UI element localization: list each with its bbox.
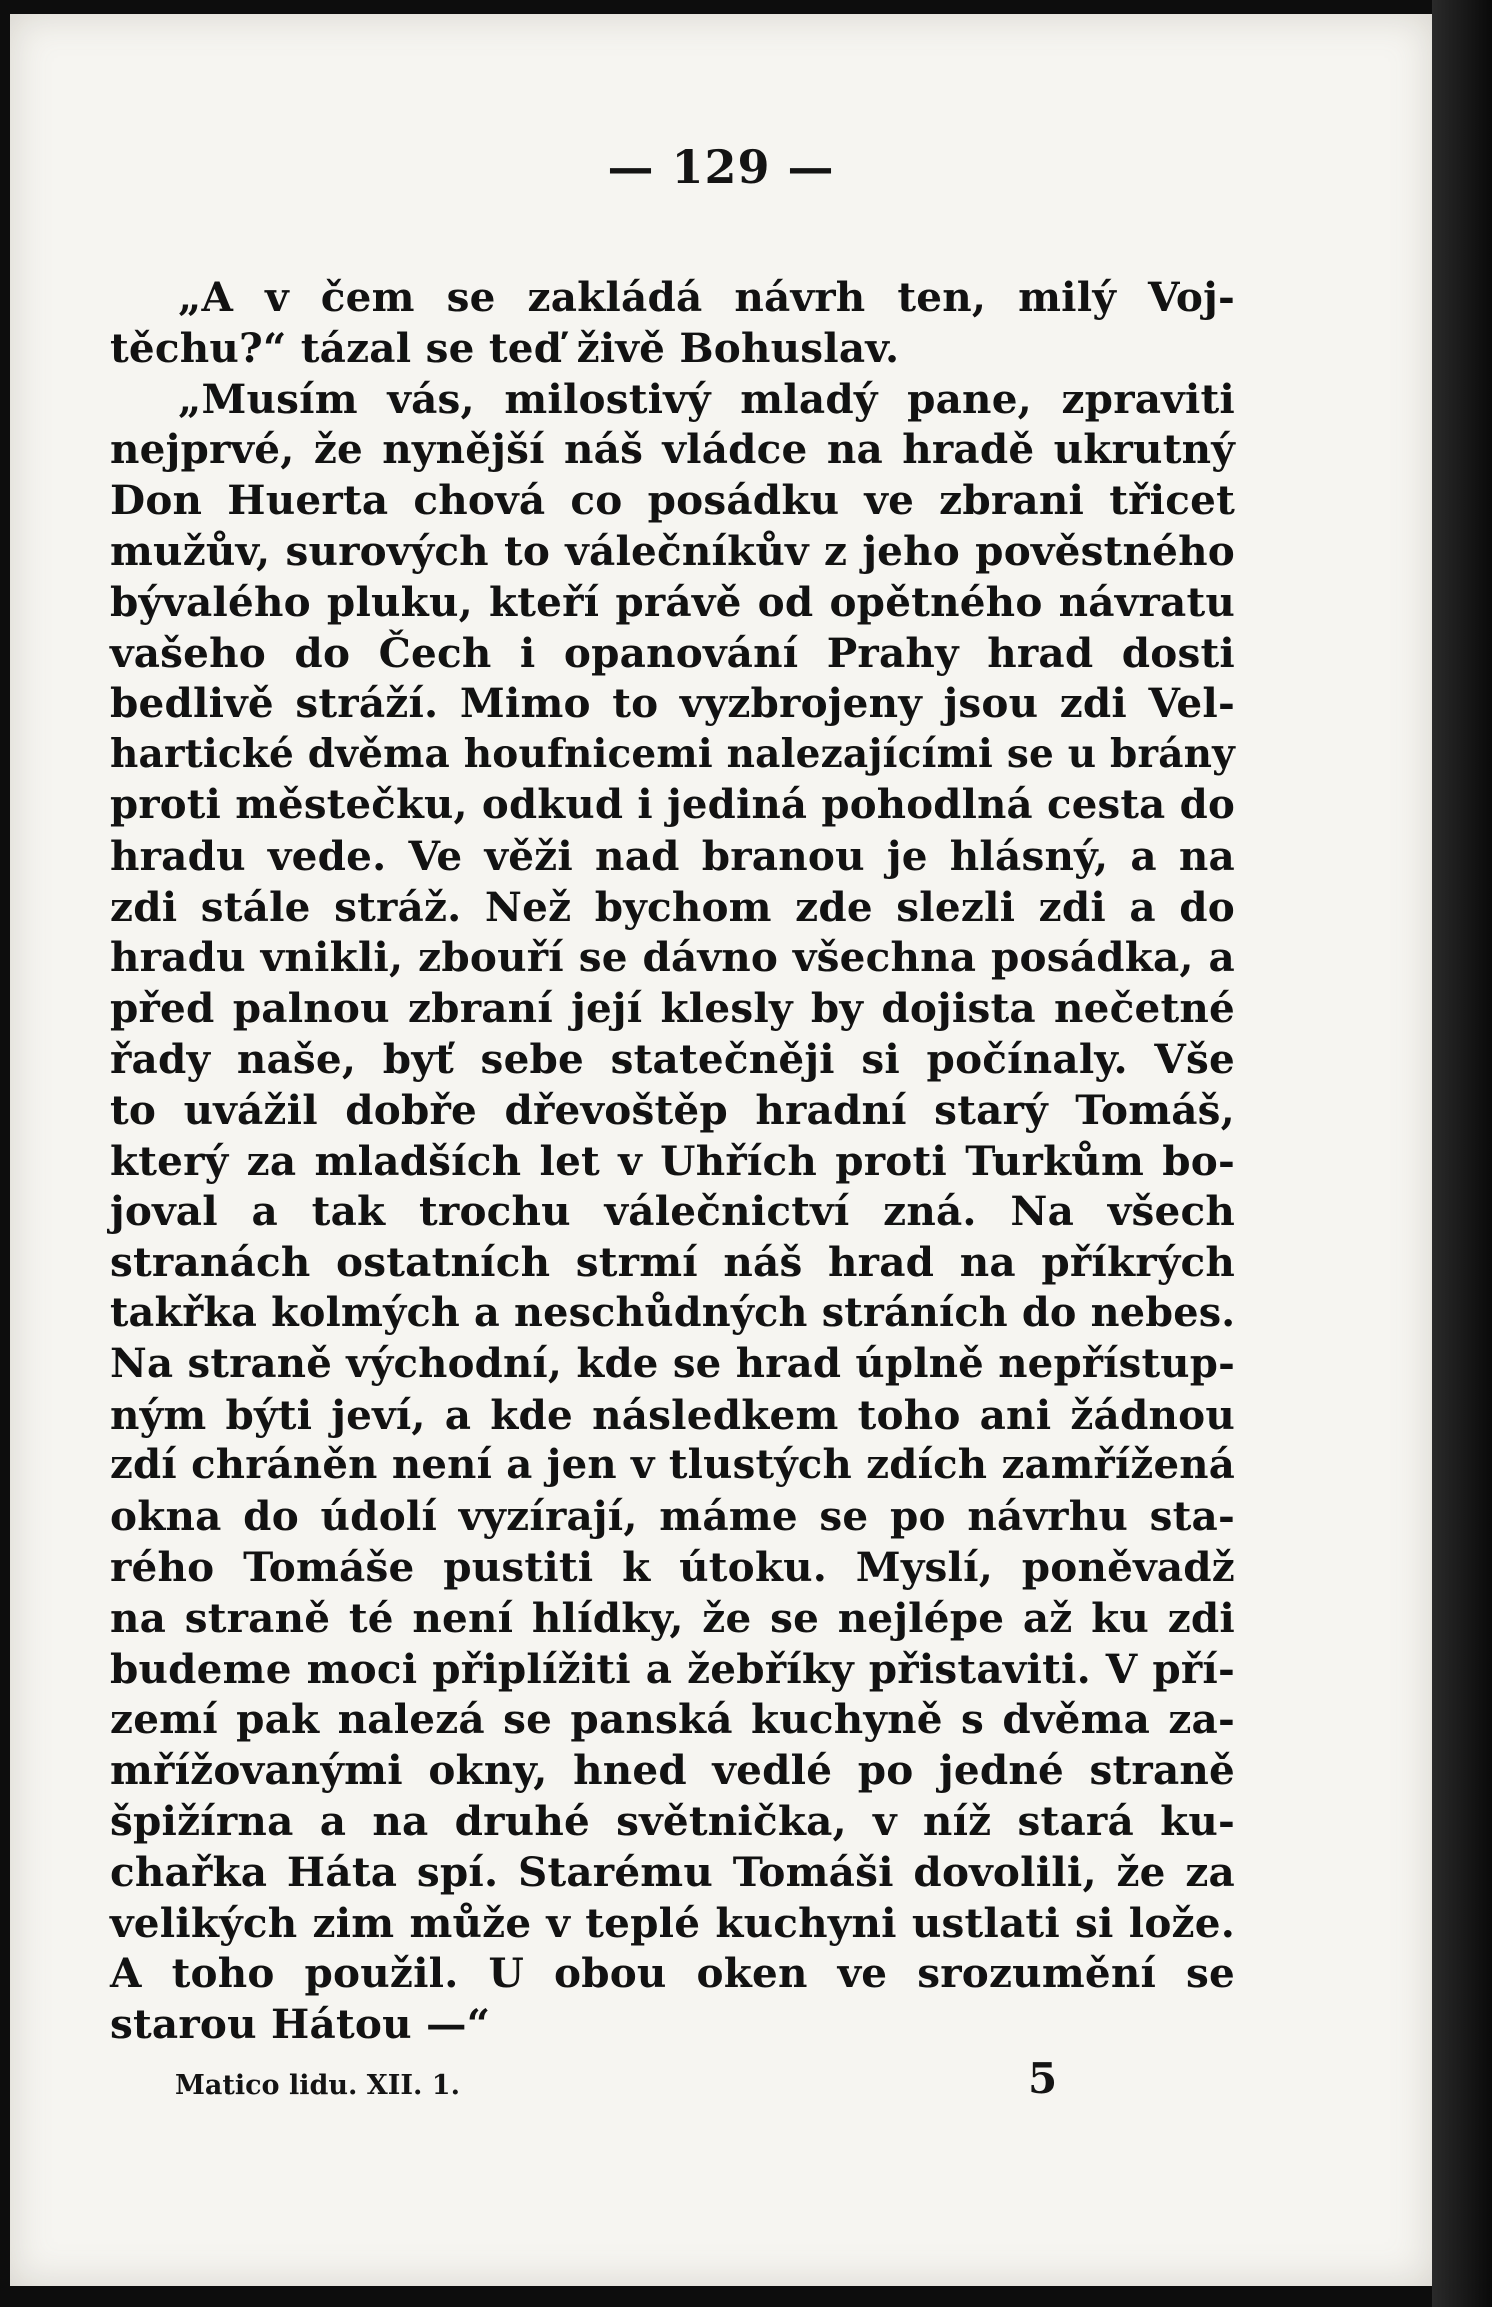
- text-line: zdí chráněn není a jen v tlustých zdích zamřížená: [110, 1441, 1235, 1489]
- page-number: — 129 —: [607, 140, 835, 194]
- text-line: Na straně východní, kde se hrad úplně nepřístup-: [110, 1339, 1235, 1387]
- text-line: takřka kolmých a neschůdných stráních do nebes.: [110, 1289, 1236, 1336]
- text-line: rého Tomáše pustiti k útoku. Myslí, poněvadž: [110, 1542, 1235, 1591]
- footer-sheet-number: 5: [1028, 2054, 1058, 2103]
- text-line: mužův, surových to válečníkův z jeho pověstného: [110, 526, 1235, 575]
- footer-signature: Matico lidu. XII. 1.: [175, 2070, 460, 2101]
- book-page: [10, 14, 1432, 2286]
- text-line: to uvážil dobře dřevoštěp hradní starý Tomáš,: [110, 1085, 1235, 1134]
- scan-dark-edge: [1432, 0, 1492, 2307]
- text-line: starou Hátou —“: [110, 2000, 491, 2049]
- text-line: na straně té není hlídky, že se nejlépe až ku zdi: [110, 1593, 1235, 1642]
- text-line: mřížovanými okny, hned vedlé po jedné straně: [110, 1746, 1235, 1795]
- text-line: hradu vede. Ve věži nad branou je hlásný, a na: [110, 831, 1235, 880]
- text-line: ným býti jeví, a kde následkem toho ani žádnou: [110, 1390, 1235, 1439]
- text-line: stranách ostatních strmí náš hrad na příkrých: [110, 1238, 1235, 1287]
- text-line: který za mladších let v Uhřích proti Turkům bo-: [110, 1136, 1235, 1185]
- text-line: zdi stále stráž. Než bychom zde slezli zdi a do: [110, 882, 1235, 931]
- text-line: bedlivě stráží. Mimo to vyzbrojeny jsou zdi Vel-: [110, 679, 1235, 728]
- text-line: před palnou zbraní její klesly by dojista nečetné: [110, 984, 1235, 1033]
- text-line: špižírna a na druhé světnička, v níž stará ku-: [110, 1796, 1235, 1845]
- text-line: proti městečku, odkud i jediná pohodlná cesta do: [110, 780, 1235, 828]
- text-line: „A v čem se zakládá návrh ten, milý Voj-: [178, 273, 1235, 321]
- text-line: těchu?“ tázal se teď živě Bohuslav.: [110, 323, 900, 372]
- text-line: nejprvé, že nynější náš vládce na hradě ukrutný: [110, 425, 1235, 474]
- body-text: [110, 272, 1235, 2050]
- text-line: okna do údolí vyzírají, máme se po návrhu sta-: [110, 1492, 1235, 1541]
- text-line: velikých zim může v teplé kuchyni ustlati si lože.: [110, 1898, 1235, 1947]
- text-line: zemí pak nalezá se panská kuchyně s dvěma za-: [110, 1695, 1235, 1744]
- text-line: bývalého pluku, kteří právě od opětného návratu: [110, 577, 1235, 626]
- text-line: joval a tak trochu válečnictví zná. Na všech: [110, 1187, 1235, 1236]
- text-line: hartické dvěma houfnicemi nalezajícími se u brány: [110, 731, 1236, 778]
- text-line: „Musím vás, milostivý mladý pane, zpraviti: [178, 374, 1235, 423]
- text-line: řady naše, byť sebe statečněji si počínaly. Vše: [110, 1034, 1235, 1083]
- text-line: budeme moci připlížiti a žebříky přistaviti. V pří-: [110, 1644, 1235, 1693]
- text-line: hradu vnikli, zbouří se dávno všechna posádka, a: [110, 933, 1235, 982]
- text-line: Don Huerta chová co posádku ve zbrani třicet: [110, 476, 1235, 525]
- text-line: chařka Háta spí. Starému Tomáši dovolili, že za: [110, 1847, 1235, 1896]
- text-line: A toho použil. U obou oken ve srozumění se: [110, 1949, 1235, 1998]
- text-line: vašeho do Čech i opanování Prahy hrad dosti: [110, 628, 1235, 677]
